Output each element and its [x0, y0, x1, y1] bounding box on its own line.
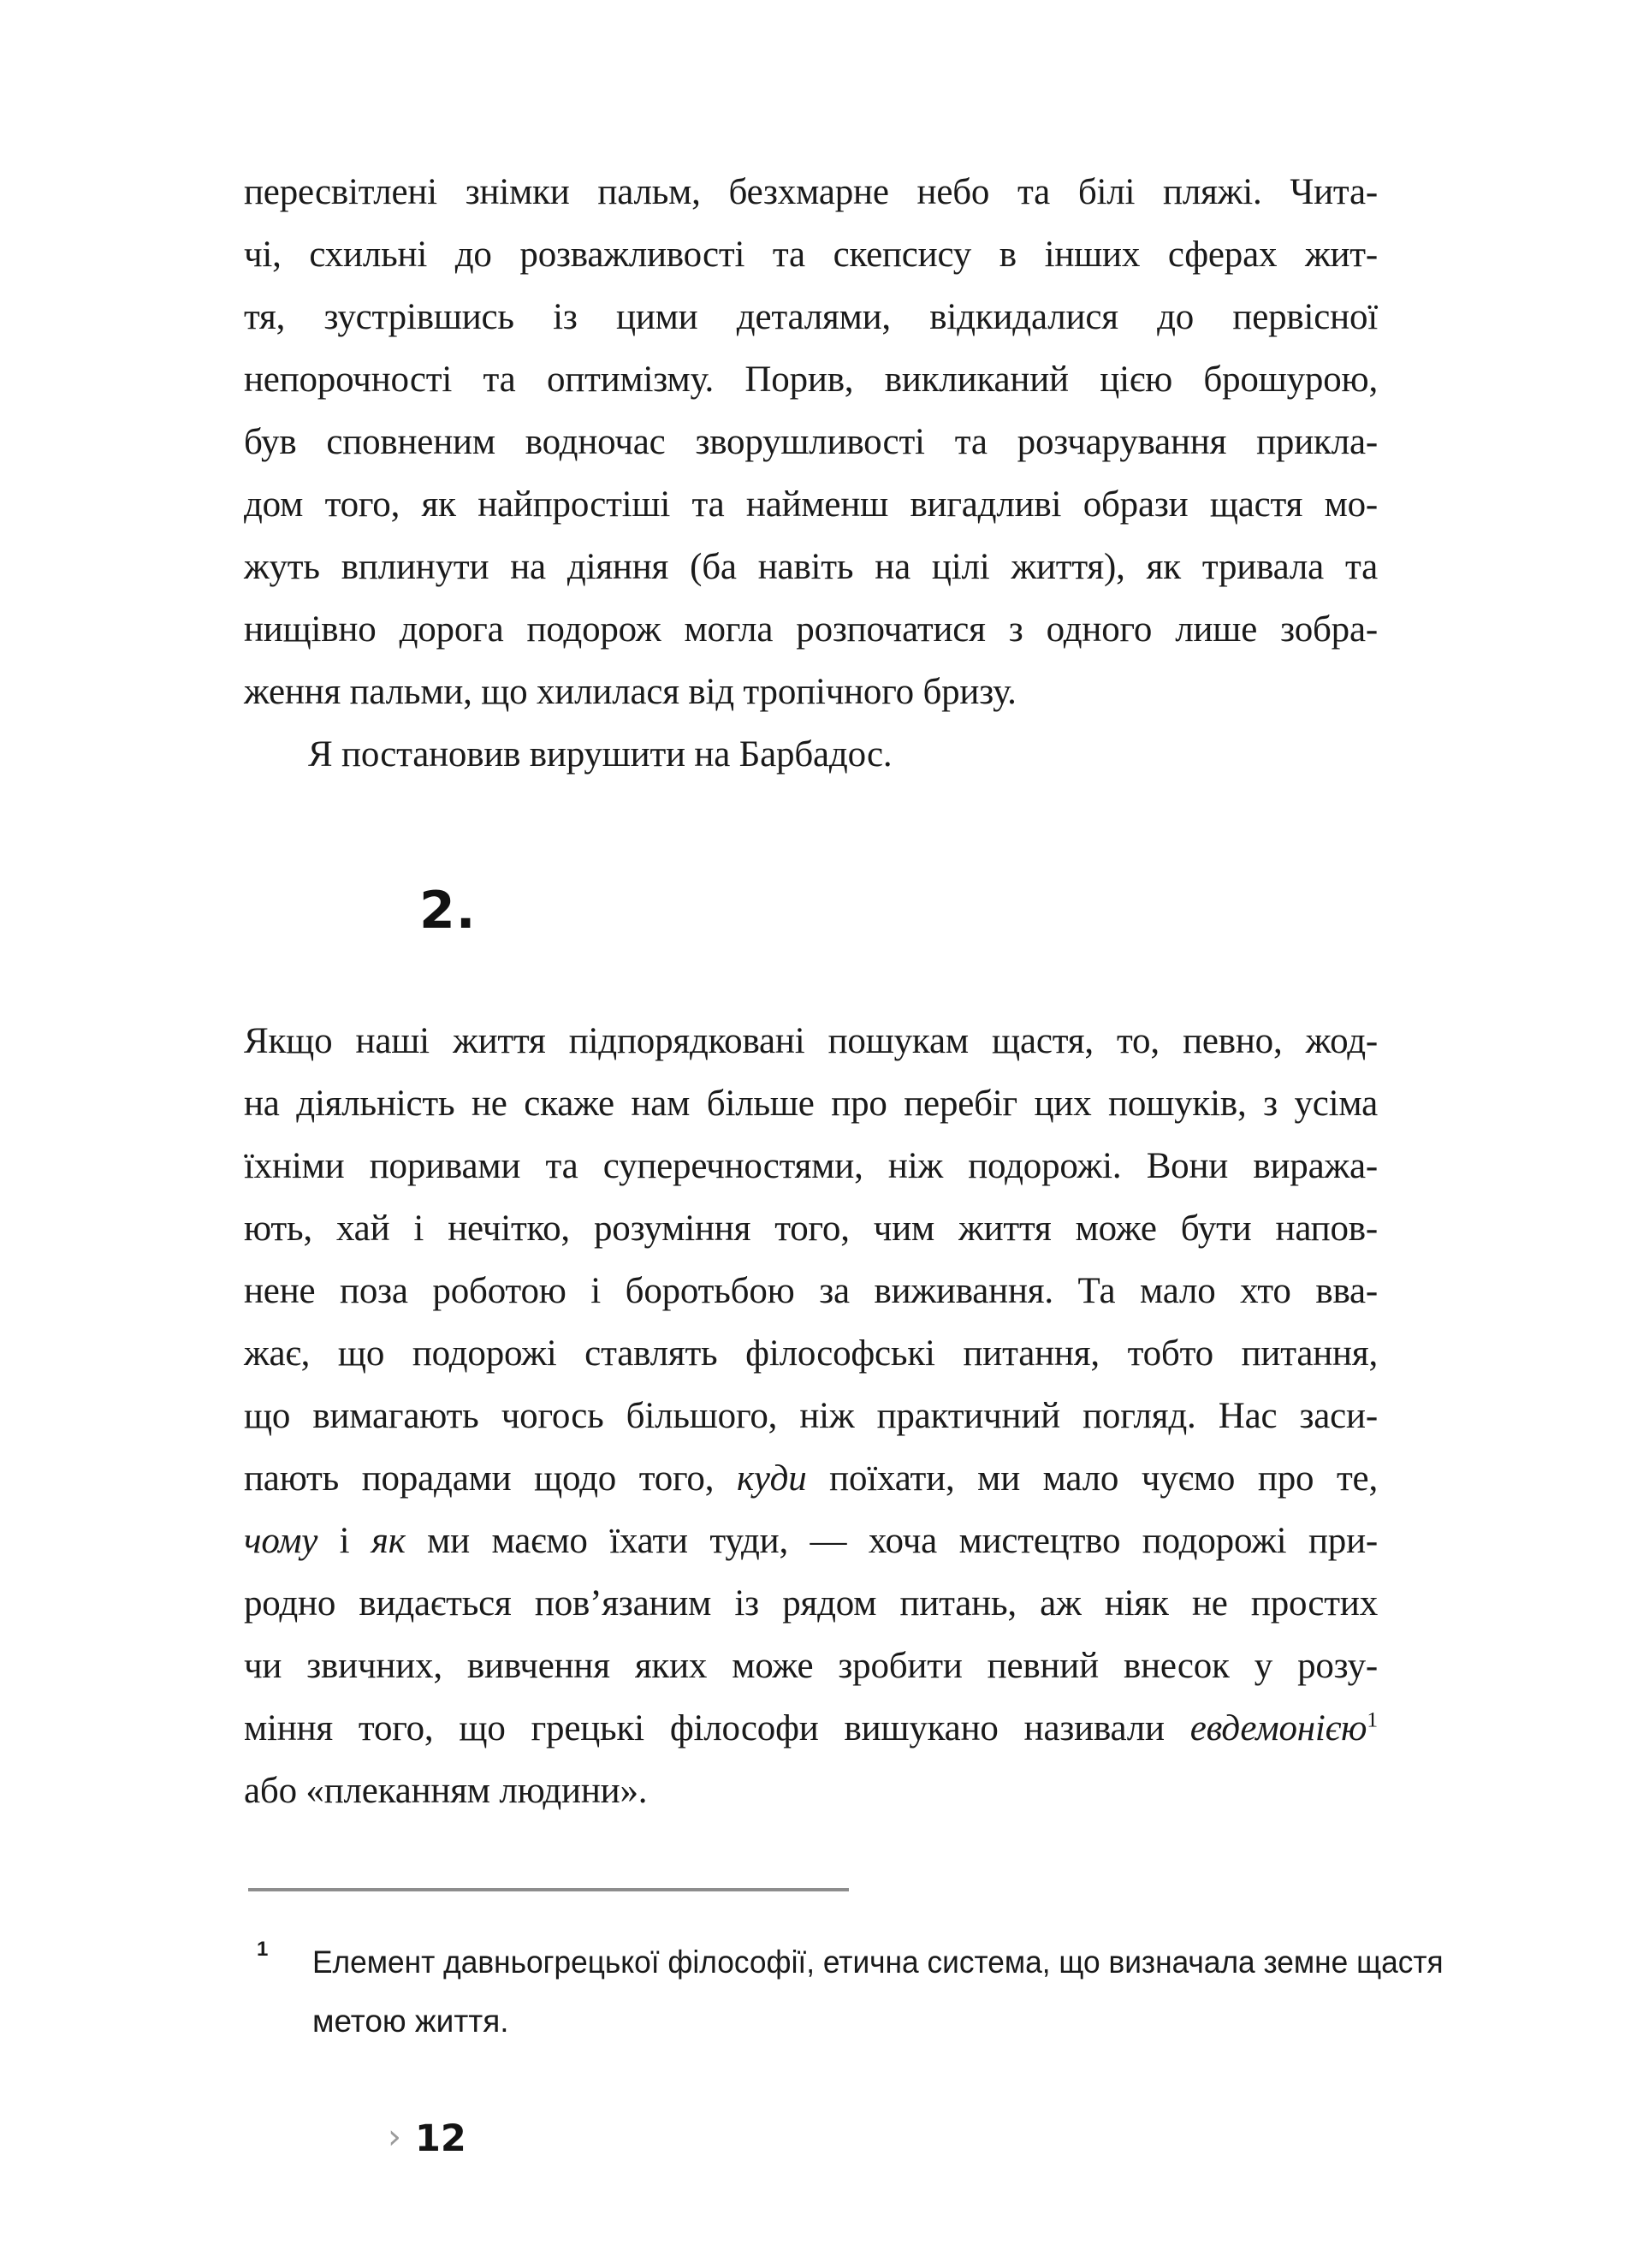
- text-line: був сповненим водночас зворушливості та розчарування прикла-: [244, 422, 1378, 462]
- text-line: нищівно дорога подорож могла розпочатися з одного лише зобра-: [244, 609, 1378, 650]
- text-line: Я постановив вирушити на Барбадос.: [308, 734, 893, 775]
- text-line: тя, зустрівшись із цими деталями, відкидалися до первісної: [244, 297, 1378, 337]
- text-line: непорочності та оптимізму. Порив, викликаний цією брошурою,: [244, 359, 1378, 400]
- chevron-right-icon: ›: [388, 2117, 401, 2157]
- footnote-divider: [248, 1888, 849, 1891]
- text-line: Елемент давньогрецької філософії, етична система, що визначала земне щастя: [312, 1944, 1444, 1980]
- footnote: [250, 1933, 1444, 2051]
- text-line: ження пальми, що хилилася від тропічного бризу.: [244, 672, 1017, 712]
- text-line: чи звичних, вивчення яких може зробити певний внесок у розу-: [244, 1646, 1378, 1686]
- section-heading: 2.: [419, 881, 477, 941]
- text-line: жає, що подорожі ставлять філософські питання, тобто питання,: [244, 1333, 1378, 1374]
- text-line: нене поза роботою і боротьбою за виживання. Та мало хто вва-: [244, 1271, 1378, 1311]
- text-line: пають порадами щодо того, куди поїхати, ми мало чуємо про те,: [244, 1458, 1378, 1499]
- text-line: родно видається пов’язаним із рядом питань, аж ніяк не простих: [244, 1583, 1378, 1624]
- footnote-text: [312, 1933, 1444, 2051]
- text-line: метою життя.: [312, 2004, 509, 2039]
- text-line: ють, хай і нечітко, розуміння того, чим життя може бути напов-: [244, 1208, 1378, 1249]
- body-text-section2: [244, 1010, 1378, 1822]
- text-line: що вимагають чогось більшого, ніж практичний погляд. Нас заси-: [244, 1396, 1378, 1436]
- text-line: їхніми поривами та суперечностями, ніж подорожі. Вони виража-: [244, 1146, 1378, 1186]
- text-line: або «плеканням людини».: [244, 1771, 648, 1811]
- footnote-marker: 1: [257, 1938, 269, 1961]
- text-line: чі, схильні до розважливості та скепсису в інших сферах жит-: [244, 235, 1378, 275]
- body-text-top: [244, 161, 1378, 786]
- text-line: жуть вплинути на діяння (ба навіть на цілі життя), як тривала та: [244, 547, 1378, 587]
- page-number: 12: [415, 2117, 466, 2160]
- paragraph-barbados: [244, 723, 1378, 786]
- text-line: Якщо наші життя підпорядковані пошукам щастя, то, певно, жод-: [244, 1021, 1378, 1061]
- text-line: міння того, що грецькі філософи вишукано називали евдемонією$^1$: [244, 1707, 1378, 1748]
- text-line: дом того, як найпростіші та найменш вигадливі образи щастя мо-: [244, 484, 1378, 525]
- paragraph-section2: [244, 1010, 1378, 1822]
- page-footer: [388, 2117, 466, 2160]
- text-line: чому і як ми маємо їхати туди, — хоча мистецтво подорожі при-: [244, 1521, 1378, 1561]
- text-line: на діяльність не скаже нам більше про перебіг цих пошуків, з усіма: [244, 1084, 1378, 1124]
- paragraph-continued: [244, 161, 1378, 723]
- text-line: пересвітлені знімки пальм, безхмарне небо та білі пляжі. Чита-: [244, 172, 1378, 212]
